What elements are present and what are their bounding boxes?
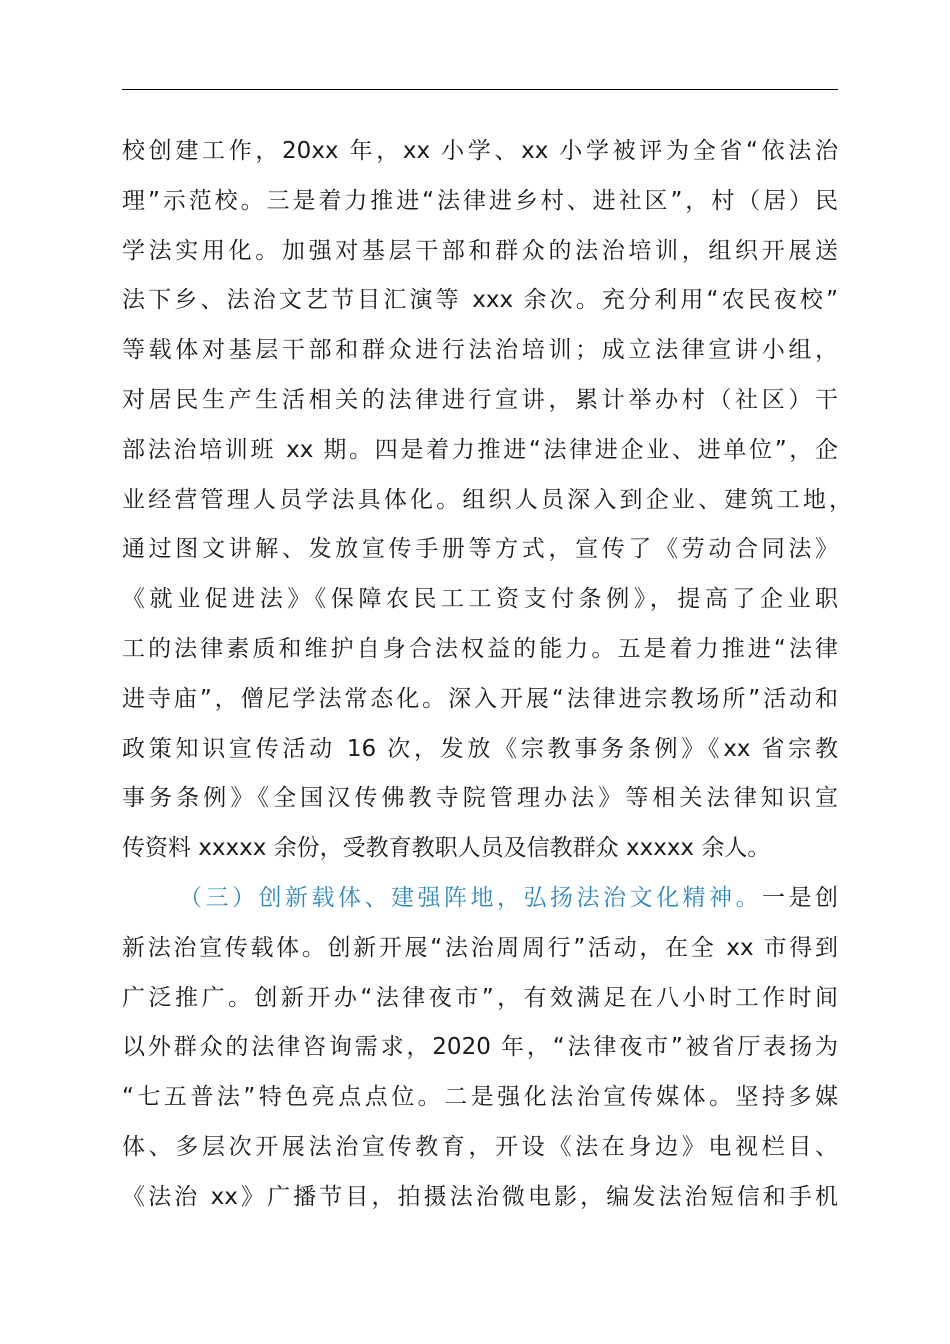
text-line: 事务条例》《全国汉传佛教寺院管理办法》等相关法律知识宣	[122, 785, 838, 812]
header-rule	[122, 89, 838, 90]
text-line: “七五普法”特色亮点点位。二是强化法治宣传媒体。坚持多媒	[122, 1084, 838, 1111]
paragraph-1	[122, 127, 852, 874]
text-line: 新法治宣传载体。创新开展“法治周周行”活动，在全 xx 市得到	[122, 934, 838, 961]
text-line: 等载体对基层干部和群众进行法治培训；成立法律宣讲小组，	[122, 337, 838, 364]
text-line: 《法治 xx》广播节目，拍摄法治微电影，编发法治短信和手机	[122, 1183, 838, 1210]
text-line: 通过图文讲解、发放宣传手册等方式，宣传了《劳动合同法》	[122, 536, 838, 563]
paragraph-section-3	[122, 874, 838, 1223]
text-line: 进寺庙”，僧尼学法常态化。深入开展“法律进宗教场所”活动和	[122, 685, 838, 712]
text-line: 学法实用化。加强对基层干部和群众的法治培训，组织开展送	[122, 237, 838, 264]
text-line: 工的法律素质和维护自身合法权益的能力。五是着力推进“法律	[122, 635, 838, 662]
text-line: 法下乡、法治文艺节目汇演等 xxx 余次。充分利用“农民夜校”	[122, 287, 838, 314]
text-line: 体、多层次开展法治宣传教育，开设《法在身边》电视栏目、	[122, 1133, 838, 1160]
text-line: 理”示范校。三是着力推进“法律进乡村、进社区”，村（居）民	[122, 187, 838, 214]
text-line: 以外群众的法律咨询需求，2020 年，“法律夜市”被省厅表扬为	[122, 1034, 838, 1061]
document-body	[122, 127, 852, 1223]
text-line: 传资料 xxxxx 余份，受教育教职人员及信教群众 xxxxx 余人。	[122, 835, 771, 862]
text-line: 《就业促进法》《保障农民工工资支付条例》，提高了企业职	[122, 586, 838, 613]
text-line: 对居民生产生活相关的法律进行宣讲，累计举办村（社区）干	[122, 386, 838, 413]
text-line: 广泛推广。创新开办“法律夜市”，有效满足在八小时工作时间	[122, 984, 838, 1011]
text-line: 政策知识宣传活动 16 次，发放《宗教事务条例》《xx 省宗教	[122, 735, 838, 762]
text-line: 校创建工作，20xx 年，xx 小学、xx 小学被评为全省“依法治	[122, 138, 838, 164]
text-line: 业经营管理人员学法具体化。组织人员深入到企业、建筑工地，	[122, 486, 852, 513]
text-span: 一是创	[762, 884, 838, 911]
text-line: 部法治培训班 xx 期。四是着力推进“法律进企业、进单位”，企	[122, 436, 838, 463]
section-heading: （三）创新载体、建强阵地，弘扬法治文化精神。	[179, 884, 762, 911]
section-heading-line	[122, 874, 838, 924]
